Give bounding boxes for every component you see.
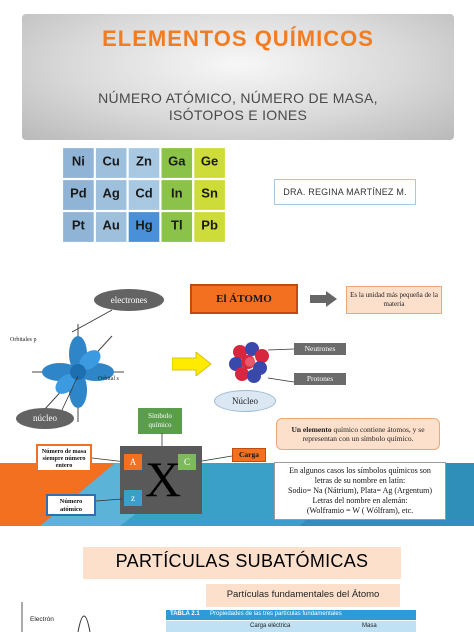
periodic-cell [128,212,159,242]
properties-table [166,610,416,632]
periodic-cell [128,180,159,210]
periodic-cell [96,212,127,242]
periodic-cell-symbol: Zn [136,153,152,169]
subatomic-subtitle: Partículas fundamentales del Átomo [226,589,380,600]
periodic-cell-symbol: Hg [135,217,153,233]
slide-title: ELEMENTOS QUÍMICOS [102,26,374,51]
latin-line-2: letras de su nombre en latín: [314,476,406,485]
yellow-arrow-icon [172,352,212,376]
periodic-cell [96,180,127,210]
element-symbol-x: X [144,451,182,507]
periodic-cell [161,148,192,178]
table-header-row [166,621,416,632]
periodic-cell [194,212,225,242]
right-arrow-icon [310,291,338,307]
periodic-cell-symbol: Pt [71,217,85,233]
electron-label: Electrón [30,616,54,623]
periodic-cell-symbol: Cu [102,153,120,169]
elemento-rest: químico contiene átomos, y se representan con un símbolo químico. [302,425,425,443]
electrones-pill: electrones [94,289,164,311]
atomo-title-box: El ÁTOMO [190,284,298,314]
periodic-cell-symbol: Ni [71,153,85,169]
electrones-pointer [66,308,116,334]
periodic-cell-symbol: Ga [168,153,186,169]
nucleo-oval: Núcleo [214,390,276,412]
carga-connector [200,454,234,464]
nucleo-pill: núcleo [16,408,74,429]
slide-subtitle [22,90,454,124]
latin-line-4: Letras del nombre en alemán: [312,496,408,505]
periodic-cell-symbol: Ag [102,185,120,201]
col-carga: Carga eléctrica [250,623,291,629]
periodic-cell-symbol: Pd [70,185,87,201]
periodic-cell-symbol: In [171,185,183,201]
periodic-cell [63,180,94,210]
periodic-cell [63,148,94,178]
protones-label: Protones [294,373,346,385]
periodic-cell [96,148,127,178]
atomico-connector [96,496,124,506]
table-caption-text: Propiedades de las tres partículas fundamentales [210,611,342,617]
periodic-cell-symbol: Au [102,217,120,233]
elemento-bold: Un elemento [291,425,332,434]
subtitle-line-1: NÚMERO ATÓMICO, NÚMERO DE MASA, [98,90,378,106]
latin-line-1: En algunos casos los símbolos químicos son [289,466,431,475]
periodic-cell-symbol: Cd [135,185,153,201]
simbolo-quimico-box: Símbolo químico [138,408,182,434]
mass-number-marker: A [124,454,142,470]
orbitales-p-label: Orbitales p [10,337,37,343]
atomic-number-marker: z [124,490,142,506]
subatomic-slide [0,530,474,632]
subtitle-line-2: ISÓTOPOS E IONES [168,107,308,123]
periodic-cell [63,212,94,242]
periodic-cell [161,212,192,242]
title-slide [0,0,474,268]
col-masa: Masa [362,623,377,629]
elemento-box [276,418,440,450]
atom-slide [0,270,474,526]
periodic-cell-symbol: Pb [201,217,218,233]
orbital-s-label: Orbital s [98,376,119,382]
nucleus-pointers [266,344,296,388]
numero-atomico-box: Número atómico [46,494,96,516]
periodic-cell [161,180,192,210]
numero-masa-box: Número de masa siempre número entero [36,444,92,472]
periodic-table-image [62,147,226,243]
latin-names-box [274,462,446,520]
periodic-cell [128,148,159,178]
table-caption-number: TABLA 2.1 [170,611,200,617]
periodic-cell-symbol: Sn [201,185,218,201]
author-box: DRA. REGINA MARTÍNEZ M. [274,179,416,205]
nucleo-pointer [58,374,82,414]
periodic-cell [194,180,225,210]
latin-line-5: (Wolframio = W ( Wólfram), etc. [306,506,414,515]
latin-line-3: Sodio= Na (Nátrium), Plata= Ag (Argentum) [288,486,432,495]
neutrones-label: Neutrones [294,343,346,355]
subatomic-title: PARTÍCULAS SUBATÓMICAS [115,551,369,571]
periodic-cell [194,148,225,178]
periodic-cell-symbol: Tl [171,217,183,233]
charge-marker: C [178,454,196,470]
periodic-cell-symbol: Ge [200,153,219,169]
carga-box: Carga [232,448,266,462]
unidad-materia-box: Es la unidad más pequeña de la materia [346,286,442,314]
